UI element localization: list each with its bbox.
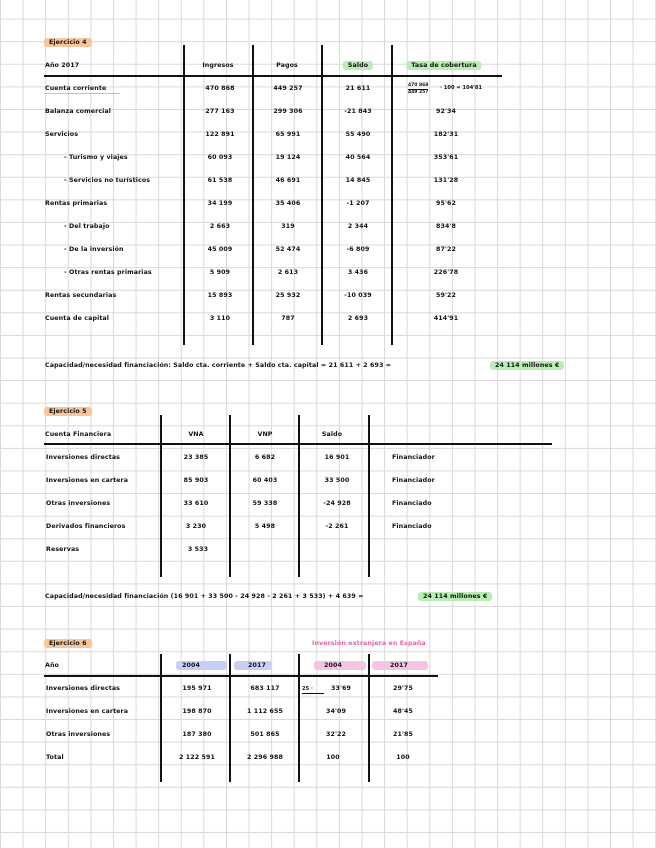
ex6-row-2017: 683 117 <box>250 685 280 692</box>
ex4-tasa-rest: · 100 = 104'81 <box>440 85 483 91</box>
ex5-row-status: Financiador <box>392 454 435 461</box>
ex5-header-label: Cuenta Financiera <box>45 431 112 438</box>
ex5-col-divider-3 <box>298 415 300 577</box>
ex4-row-label: - Del trabajo <box>64 223 110 230</box>
ex5-row-status: Financiado <box>392 523 432 530</box>
ex4-row-pagos: 299 306 <box>273 108 303 115</box>
ex5-row-label: Otras inversiones <box>46 500 111 507</box>
ex6-row-pct-2017: 29'75 <box>393 685 413 692</box>
ex4-row-tasa: 95'62 <box>436 200 456 207</box>
ex5-row-label: Inversiones directas <box>46 454 121 461</box>
ex4-row-ingresos: 5 909 <box>209 269 231 276</box>
ex4-capacity-result: 24 114 millones € <box>490 361 564 370</box>
ex5-row-vnp: 5 498 <box>254 523 276 530</box>
ex4-row-ingresos: 34 199 <box>207 200 233 207</box>
ex6-row-pct-2004: 32'22 <box>326 731 346 738</box>
ex4-row-tasa: 92'34 <box>436 108 456 115</box>
ex4-row-ingresos: 470 868 <box>205 85 235 92</box>
ex5-row-vnp: 59 338 <box>252 500 278 507</box>
ex6-col-divider-2 <box>229 654 231 782</box>
ex6-header-2004: 2004 <box>176 661 227 670</box>
ex4-row-label: - Turismo y viajes <box>64 154 128 161</box>
ex6-pink-title: Inversión extranjera en España <box>312 640 426 647</box>
ex5-row-saldo: -2 261 <box>325 523 349 530</box>
ex6-row-pct-2017: 21'85 <box>393 731 413 738</box>
ex4-row-pagos: 449 257 <box>273 85 303 92</box>
ex4-row-tasa: 59'22 <box>436 292 456 299</box>
ex4-row-ingresos: 3 110 <box>209 315 231 322</box>
ex4-row-tasa: 414'91 <box>433 315 459 322</box>
ex5-row-saldo: 33 500 <box>324 477 350 484</box>
ex4-row-pagos: 19 124 <box>275 154 301 161</box>
ex5-row-status: Financiado <box>392 500 432 507</box>
ex4-row-pagos: 25 932 <box>275 292 301 299</box>
ex4-row-ingresos: 2 663 <box>209 223 231 230</box>
ex4-row-saldo: 2 344 <box>347 223 369 230</box>
ex4-row-ingresos: 15 893 <box>207 292 233 299</box>
ex5-capacity-result: 24 114 millones € <box>418 592 492 601</box>
ex4-row-saldo: 2 693 <box>347 315 369 322</box>
ex6-row-pct-2004: 34'09 <box>326 708 346 715</box>
ex4-tasa-denominator: 449 257 <box>408 90 429 95</box>
ex6-row-2017: 1 112 655 <box>247 708 283 715</box>
ex6-row-pct-2004: 100 <box>326 754 340 761</box>
ex4-tasa-fraction <box>408 83 428 96</box>
ex4-row-tasa: 353'61 <box>433 154 459 161</box>
ex5-capacity-text: Capacidad/necesidad financiación (16 901 + 33 500 - 24 928 - 2 261 + 3 533) + 4 639 = <box>45 593 364 600</box>
ex4-header-pagos: Pagos <box>276 62 298 69</box>
ex4-label-underline <box>45 93 120 94</box>
ex6-header-pct-2017: 2017 <box>372 661 428 670</box>
ex4-row-label: Rentas primarias <box>45 200 108 207</box>
ex6-col-divider-1 <box>160 654 162 782</box>
ex5-col-divider-1 <box>160 415 162 577</box>
ex6-row-pct-2017: 48'45 <box>393 708 413 715</box>
ex4-row-ingresos: 60 093 <box>207 154 233 161</box>
ex4-row-saldo: -21 843 <box>344 108 372 115</box>
ex6-col-divider-4 <box>368 654 370 782</box>
ex4-row-label: Cuenta corriente <box>45 85 107 92</box>
ex6-arrow-note: 25 · <box>302 686 313 692</box>
ex4-row-ingresos: 122 891 <box>205 131 235 138</box>
ex4-row-label: Rentas secundarias <box>45 292 117 299</box>
ex4-row-label: - Otras rentas primarias <box>64 269 152 276</box>
ex6-row-2004: 2 122 591 <box>179 754 215 761</box>
ex5-title: Ejercicio 5 <box>44 407 92 416</box>
ex4-row-pagos: 2 613 <box>277 269 299 276</box>
ex4-row-tasa: 226'78 <box>433 269 459 276</box>
ex4-row-saldo: 55 490 <box>345 131 371 138</box>
ex4-col-divider-3 <box>321 45 323 345</box>
ex6-row-label: Inversiones directas <box>46 685 121 692</box>
ex4-row-pagos: 52 474 <box>275 246 301 253</box>
ex4-row-pagos: 65 991 <box>275 131 301 138</box>
ex6-row-pct-2004: 33'69 <box>331 685 351 692</box>
ex4-row-saldo: 21 611 <box>345 85 371 92</box>
ex6-row-2004: 198 870 <box>182 708 212 715</box>
ex4-tasa-numerator: 470 868 <box>408 83 429 88</box>
ex6-header-rule <box>44 675 438 677</box>
ex4-row-tasa: 87'22 <box>436 246 456 253</box>
ex4-capacity-text: Capacidad/necesidad financiación: Saldo cta. corriente + Saldo cta. capital = 21 611 + 2 693 = <box>45 362 392 369</box>
ex4-row-label: Servicios <box>45 131 79 138</box>
ex4-header-tasa: Tasa de cobertura <box>406 61 481 70</box>
ex6-col-divider-3 <box>298 654 300 782</box>
ex4-col-divider-1 <box>183 45 185 345</box>
ex4-row-label: Balanza comercial <box>45 108 112 115</box>
ex6-row-2017: 501 865 <box>250 731 280 738</box>
ex5-header-vna: VNA <box>188 431 204 438</box>
ex5-col-divider-4 <box>368 415 370 577</box>
ex5-row-status: Financiador <box>392 477 435 484</box>
ex5-row-vnp: 6 682 <box>254 454 276 461</box>
ex4-row-tasa: 182'31 <box>433 131 459 138</box>
ex4-row-saldo: -1 207 <box>346 200 370 207</box>
ex6-row-label: Inversiones en cartera <box>46 708 129 715</box>
ex4-col-divider-4 <box>391 45 393 345</box>
ex5-row-vna: 23 385 <box>183 454 209 461</box>
ex6-header-label: Año <box>45 662 59 669</box>
ex6-row-label: Otras inversiones <box>46 731 111 738</box>
ex5-row-vna: 3 230 <box>185 523 207 530</box>
ex5-row-vna: 33 610 <box>183 500 209 507</box>
ex5-header-vnp: VNP <box>257 431 273 438</box>
ex5-row-vnp: 60 403 <box>252 477 278 484</box>
ex4-row-saldo: -6 809 <box>346 246 370 253</box>
ex5-row-saldo: -24 928 <box>323 500 351 507</box>
ex4-row-label: Cuenta de capital <box>45 315 110 322</box>
ex6-header-pct-2004: 2004 <box>314 661 366 670</box>
ex4-row-label: - Servicios no turísticos <box>64 177 151 184</box>
ex4-row-saldo: 14 845 <box>345 177 371 184</box>
ex4-row-pagos: 46 691 <box>275 177 301 184</box>
ex4-header-saldo: Saldo <box>343 61 373 70</box>
ex6-row-pct-2017: 100 <box>396 754 410 761</box>
ex5-col-divider-2 <box>229 415 231 577</box>
ex4-row-saldo: -10 039 <box>344 292 372 299</box>
ex4-row-pagos: 35 406 <box>275 200 301 207</box>
ex5-row-vna: 3 533 <box>187 546 209 553</box>
ex4-row-ingresos: 277 163 <box>205 108 235 115</box>
ex4-row-label: - De la inversión <box>64 246 124 253</box>
ex4-row-pagos: 787 <box>281 315 295 322</box>
ex4-row-ingresos: 61 538 <box>207 177 233 184</box>
ex4-row-saldo: 40 564 <box>345 154 371 161</box>
ex5-header-saldo: Saldo <box>321 431 343 438</box>
ex4-header-ingresos: Ingresos <box>202 62 234 69</box>
ex6-row-2004: 187 380 <box>182 731 212 738</box>
ex6-title: Ejercicio 6 <box>44 639 92 648</box>
ex5-row-label: Derivados financieros <box>46 523 126 530</box>
ex5-row-label: Reservas <box>46 546 80 553</box>
ex4-row-pagos: 319 <box>281 223 295 230</box>
ex4-row-tasa: 131'28 <box>433 177 459 184</box>
ex4-header-rule <box>44 75 502 77</box>
ex4-row-saldo: 3 436 <box>347 269 369 276</box>
ex5-row-label: Inversiones en cartera <box>46 477 129 484</box>
ex5-row-vna: 85 903 <box>183 477 209 484</box>
ex6-row-label: Total <box>46 754 64 761</box>
ex6-header-2017: 2017 <box>234 661 272 670</box>
ex6-row-2017: 2 296 988 <box>247 754 283 761</box>
ex4-col-divider-2 <box>252 45 254 345</box>
ex4-title: Ejercicio 4 <box>44 38 92 47</box>
ex4-header-year: Año 2017 <box>45 62 80 69</box>
ex4-row-ingresos: 45 009 <box>207 246 233 253</box>
ex4-row-tasa: 834'8 <box>436 223 456 230</box>
ex5-row-saldo: 16 901 <box>324 454 350 461</box>
ex6-arrow-line <box>302 693 324 694</box>
ex6-row-2004: 195 971 <box>182 685 212 692</box>
